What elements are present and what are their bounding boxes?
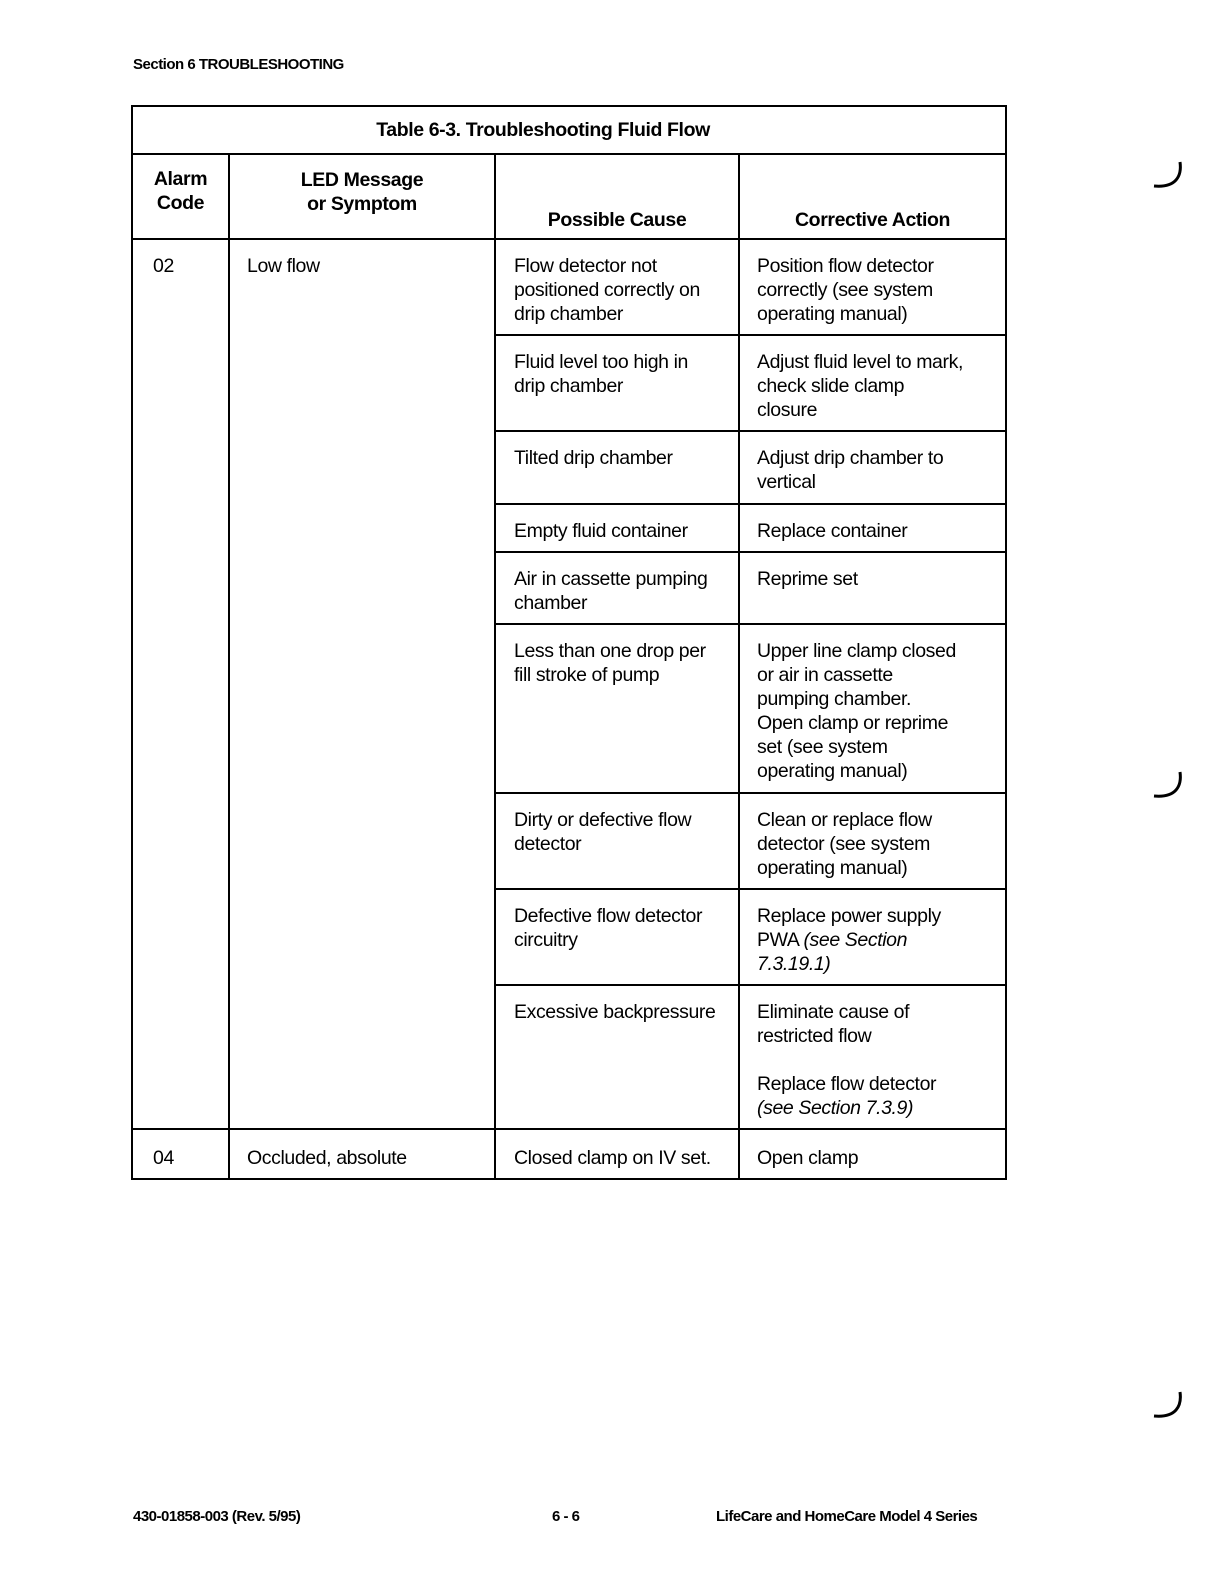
- cause-cell: Excessive backpressure: [495, 985, 739, 1129]
- cause-cell: Dirty or defective flow detector: [495, 793, 739, 889]
- action-cell: Upper line clamp closed or air in cassette pumping chamber. Open clamp or reprime set (see system operating manual): [739, 624, 1006, 793]
- section-header: Section 6 TROUBLESHOOTING: [133, 56, 344, 73]
- action-cell: Open clamp: [739, 1129, 1006, 1179]
- cause-cell: Flow detector not positioned correctly on drip chamber: [495, 239, 739, 335]
- alarm-code-cell: 02: [132, 239, 229, 1129]
- cause-cell: Fluid level too high in drip chamber: [495, 335, 739, 431]
- cause-cell: Defective flow detector circuitry: [495, 889, 739, 985]
- action-cell: Adjust fluid level to mark, check slide clamp closure: [739, 335, 1006, 431]
- binding-mark-icon: [1150, 770, 1186, 804]
- cause-cell: Empty fluid container: [495, 504, 739, 552]
- column-header-led-message: LED Message or Symptom: [229, 154, 495, 239]
- action-cell: Position flow detector correctly (see system operating manual): [739, 239, 1006, 335]
- cause-cell: Less than one drop per fill stroke of pump: [495, 624, 739, 793]
- table-header-row: [132, 154, 1006, 239]
- cause-cell: Tilted drip chamber: [495, 431, 739, 504]
- symptom-cell: Low flow: [229, 239, 495, 1129]
- binding-mark-icon: [1150, 1390, 1186, 1424]
- cause-cell: Closed clamp on IV set.: [495, 1129, 739, 1179]
- table-row: [132, 1129, 1006, 1179]
- troubleshooting-table: [131, 105, 1007, 1180]
- action-cell: Replace container: [739, 504, 1006, 552]
- product-name: LifeCare and HomeCare Model 4 Series: [716, 1508, 978, 1525]
- action-cell: Clean or replace flow detector (see system operating manual): [739, 793, 1006, 889]
- column-header-corrective-action: Corrective Action: [739, 154, 1006, 239]
- action-cell: Replace power supply PWA (see Section 7.3.19.1): [739, 889, 1006, 985]
- action-cell: Adjust drip chamber to vertical: [739, 431, 1006, 504]
- column-header-alarm-code: Alarm Code: [132, 154, 229, 239]
- binding-mark-icon: [1150, 160, 1186, 194]
- action-cell: Reprime set: [739, 552, 1006, 624]
- column-header-possible-cause: Possible Cause: [495, 154, 739, 239]
- table-row: [132, 239, 1006, 335]
- alarm-code-cell: 04: [132, 1129, 229, 1179]
- page-number: 6 - 6: [552, 1508, 580, 1525]
- document-number: 430-01858-003 (Rev. 5/95): [133, 1508, 301, 1525]
- cause-cell: Air in cassette pumping chamber: [495, 552, 739, 624]
- action-cell: Eliminate cause of restricted flow Replace flow detector (see Section 7.3.9): [739, 985, 1006, 1129]
- table-title: Table 6-3. Troubleshooting Fluid Flow: [132, 106, 1006, 154]
- symptom-cell: Occluded, absolute: [229, 1129, 495, 1179]
